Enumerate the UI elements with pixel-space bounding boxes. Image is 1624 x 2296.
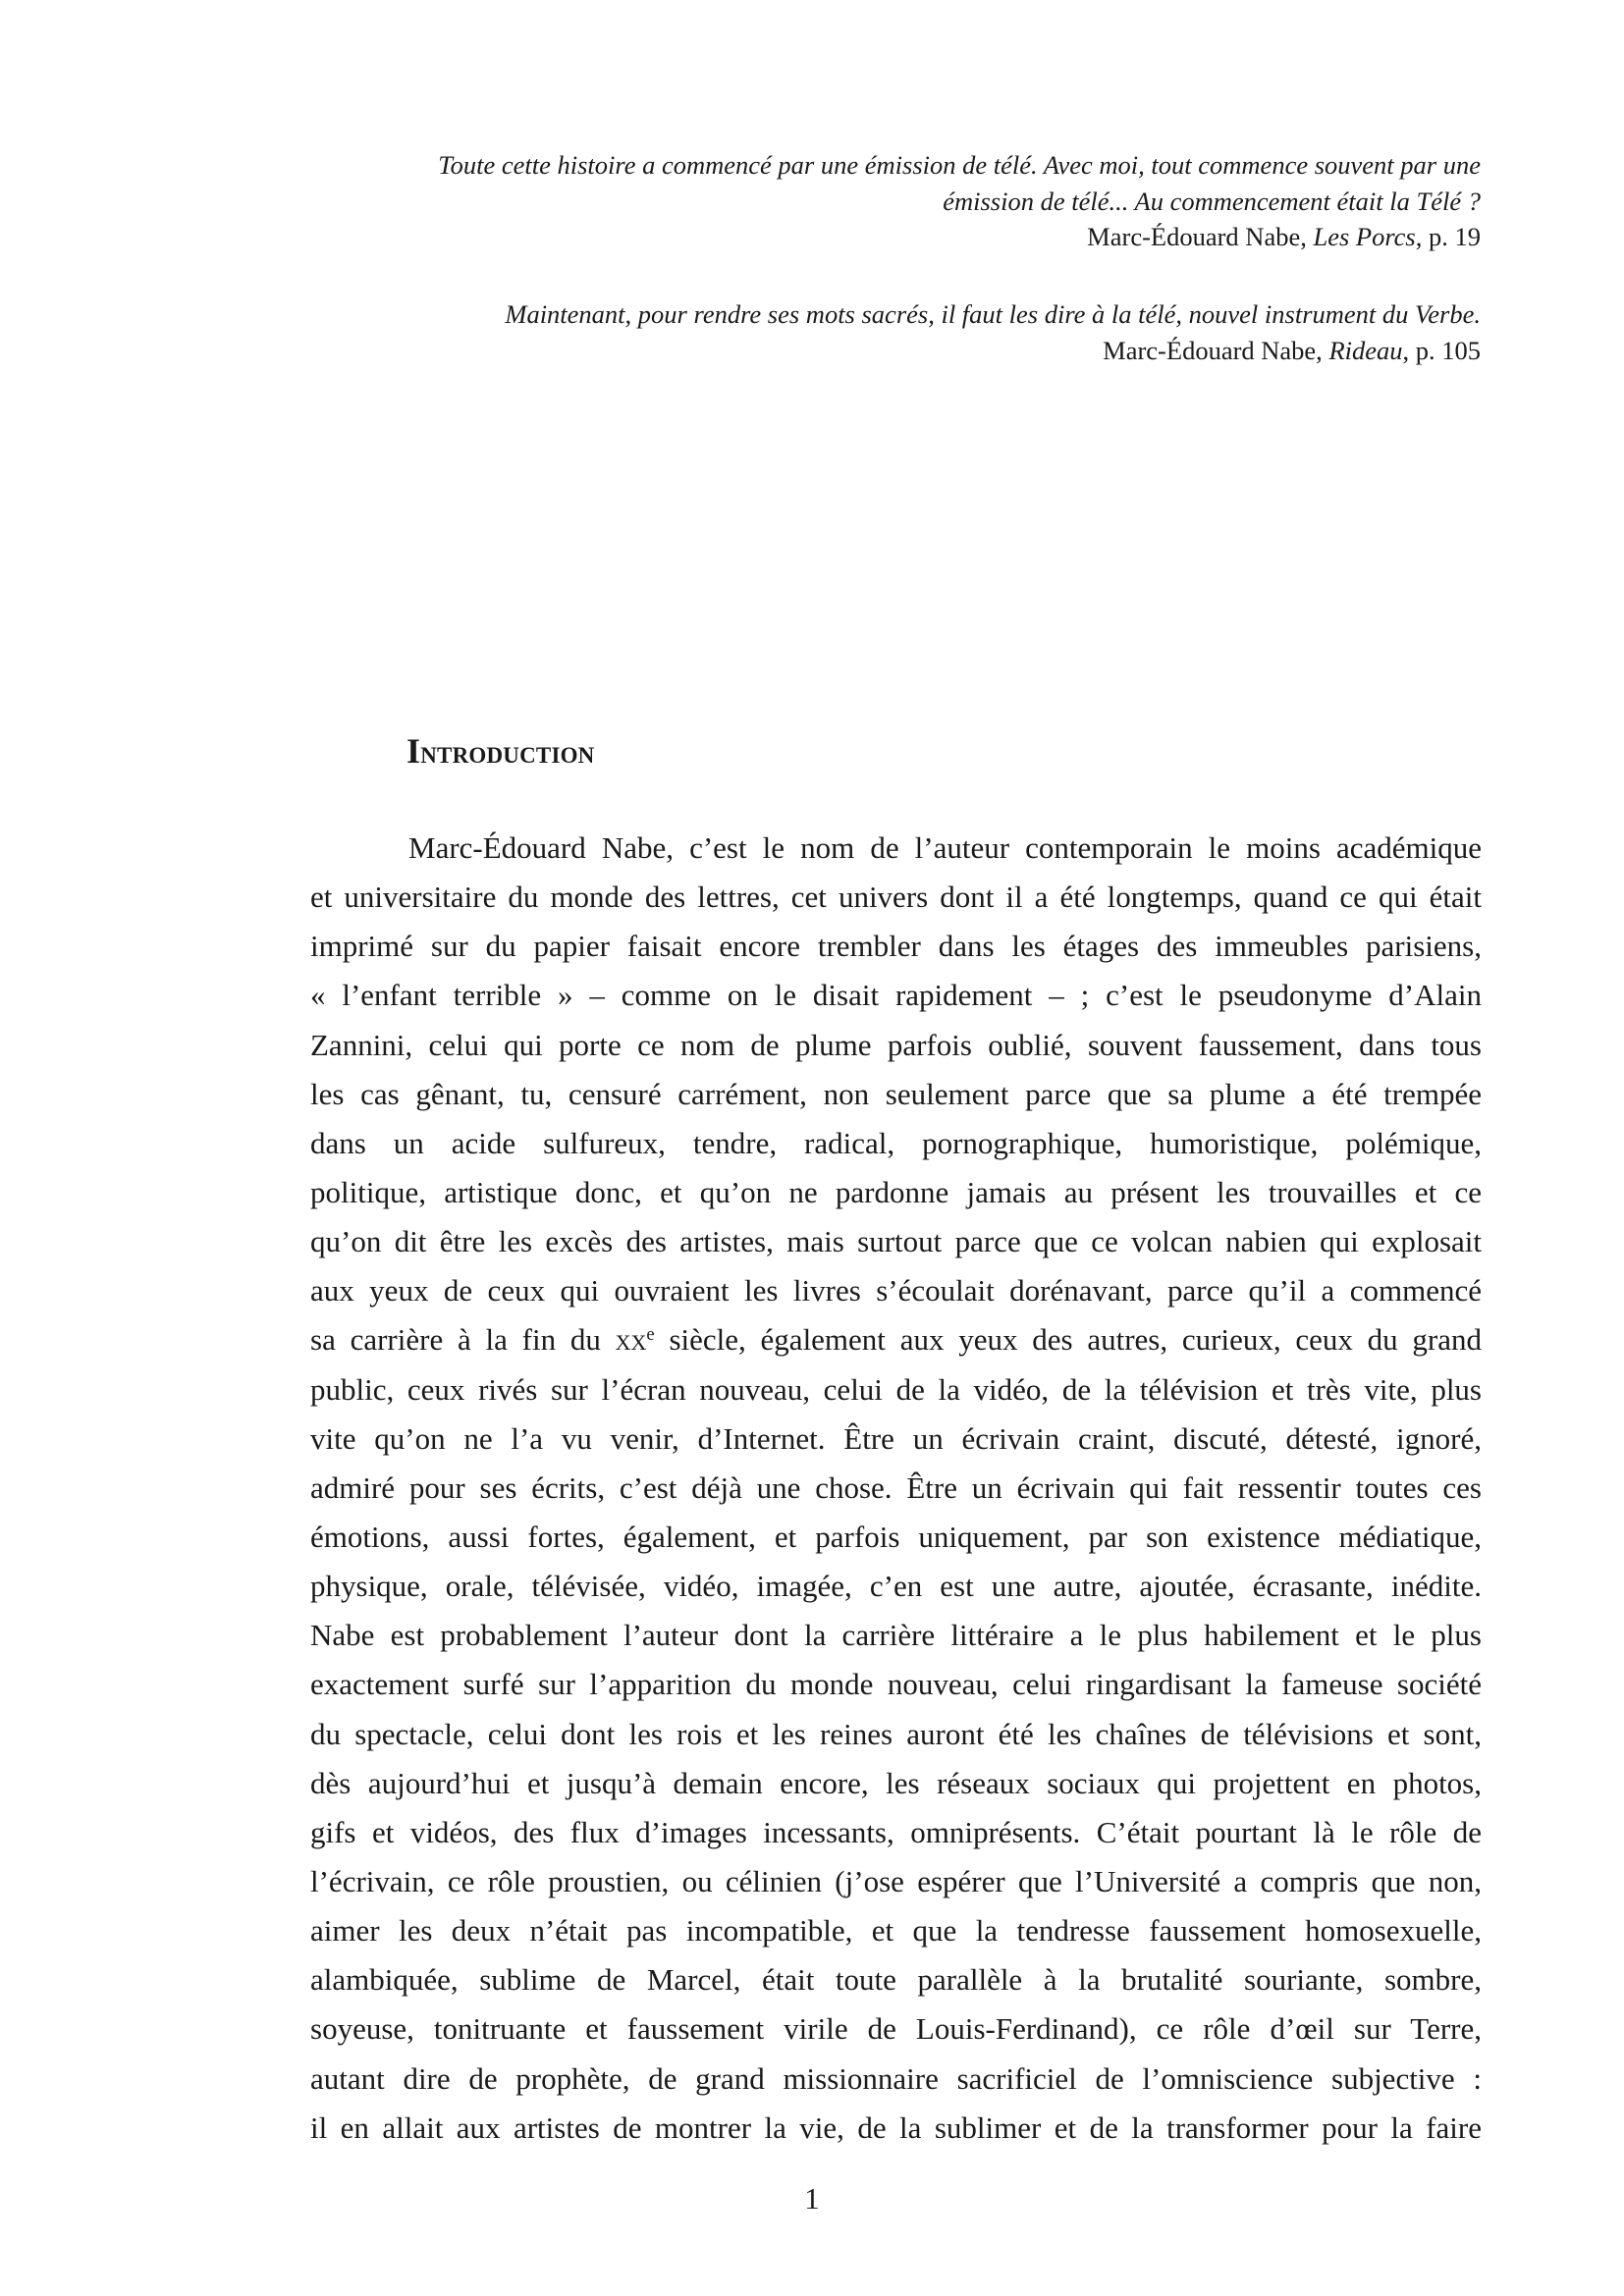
century-line-after: siècle, également aux yeux des autres, curieux, ceux du grand <box>654 1322 1483 1358</box>
epigraph-1-quote <box>363 147 1481 219</box>
body-line: aimer les deux n’était pas incompatible, et que la tendresse faussement homosexuelle, <box>310 1913 1482 1949</box>
epigraph-1-work: Les Porcs <box>1313 222 1416 251</box>
body-line: dès aujourd’hui et jusqu’à demain encore, les réseaux sociaux qui projettent en photos, <box>310 1765 1482 1800</box>
body-line: vite qu’on ne l’a vu venir, d’Internet. Être un écrivain craint, discuté, détesté, ignoré, <box>310 1420 1482 1456</box>
body-line: Zannini, celui qui porte ce nom de plume parfois oublié, souvent faussement, dans tous <box>310 1027 1482 1062</box>
century-line-before: sa carrière à la fin du <box>310 1322 616 1358</box>
body-line: et universitaire du monde des lettres, cet univers dont il a été longtemps, quand ce qui était <box>310 880 1482 915</box>
epigraph-1-attribution <box>363 219 1481 255</box>
body-line: « l’enfant terrible » – comme on le disait rapidement – ; c’est le pseudonyme d’Alain <box>310 978 1482 1013</box>
epigraph-2-attribution <box>363 333 1481 369</box>
body-line: dans un acide sulfureux, tendre, radical, pornographique, humoristique, polémique, <box>310 1125 1482 1160</box>
body-line: Marc-Édouard Nabe, c’est le nom de l’auteur contemporain le moins académique <box>408 830 1482 865</box>
epigraph-1-author: Marc-Édouard Nabe, <box>1087 222 1314 251</box>
body-line: soyeuse, tonitruante et faussement virile de Louis-Ferdinand), ce rôle d’œil sur Terre, <box>310 2011 1482 2047</box>
body-line: politique, artistique donc, et qu’on ne pardonne jamais au présent les trouvailles et ce <box>310 1174 1482 1209</box>
epigraph-1-quote-line: émission de télé... Au commencement était la Télé ? <box>943 186 1481 216</box>
epigraph-2-page: , p. 105 <box>1402 335 1481 365</box>
body-line: aux yeux de ceux qui ouvraient les livres s’écoulait dorénavant, parce qu’il a commencé <box>310 1273 1482 1308</box>
body-line: imprimé sur du papier faisait encore trembler dans les étages des immeubles parisiens, <box>310 929 1482 964</box>
body-line-century <box>310 1315 1482 1364</box>
body-line: autant dire de prophète, de grand missionnaire sacrificiel de l’omniscience subjective : <box>310 2060 1482 2096</box>
body-line: admiré pour ses écrits, c’est déjà une chose. Être un écrivain qui fait ressentir toutes ces <box>310 1469 1482 1505</box>
body-line: du spectacle, celui dont les rois et les reines auront été les chaînes de télévisions et sont, <box>310 1716 1482 1751</box>
epigraph-2-work: Rideau <box>1328 335 1403 365</box>
body-line: l’écrivain, ce rôle proustien, ou célinien (j’ose espérer que l’Université a compris que non, <box>310 1863 1482 1898</box>
body-line: gifs et vidéos, des flux d’images incessants, omniprésents. C’était pourtant là le rôle de <box>310 1814 1482 1849</box>
body-paragraph <box>310 824 1482 2153</box>
epigraph-2-author: Marc-Édouard Nabe, <box>1103 335 1329 365</box>
section-title <box>406 730 595 772</box>
body-line: public, ceux rivés sur l’écran nouveau, celui de la vidéo, de la télévision et très vite, plus <box>310 1371 1482 1407</box>
epigraph-2-quote-line: Maintenant, pour rendre ses mots sacrés, il faut les dire à la télé, nouvel instrument du Verbe. <box>505 299 1481 329</box>
page-number: 1 <box>804 2181 820 2216</box>
body-line: qu’on dit être les excès des artistes, mais surtout parce que ce volcan nabien qui explosait <box>310 1224 1482 1259</box>
body-line: émotions, aussi fortes, également, et parfois uniquement, par son existence médiatique, <box>310 1519 1482 1554</box>
body-line: il en allait aux artistes de montrer la vie, de la sublimer et de la transformer pour la faire <box>310 2109 1482 2145</box>
body-line: les cas gênant, tu, censuré carrément, non seulement parce que sa plume a été trempée <box>310 1076 1482 1111</box>
century-superscript: e <box>646 1324 655 1346</box>
section-title-rest: ntroduction <box>420 735 595 771</box>
body-line: alambiquée, sublime de Marcel, était toute parallèle à la brutalité souriante, sombre, <box>310 1962 1482 1998</box>
section-title-first-letter: I <box>406 731 421 771</box>
epigraph-1-page: , p. 19 <box>1415 222 1481 251</box>
body-line: exactement surfé sur l’apparition du monde nouveau, celui ringardisant la fameuse société <box>310 1667 1482 1702</box>
epigraph-2-quote <box>363 296 1481 333</box>
body-line: physique, orale, télévisée, vidéo, imagée, c’en est une autre, ajoutée, écrasante, inédite. <box>310 1569 1482 1604</box>
epigraph-1 <box>363 147 1481 255</box>
epigraph-2 <box>363 296 1481 368</box>
epigraph-1-quote-line: Toute cette histoire a commencé par une émission de télé. Avec moi, tout commence souvent par une <box>438 150 1481 180</box>
century-numeral: xx <box>615 1322 647 1358</box>
body-line: Nabe est probablement l’auteur dont la carrière littéraire a le plus habilement et le plus <box>310 1618 1482 1653</box>
